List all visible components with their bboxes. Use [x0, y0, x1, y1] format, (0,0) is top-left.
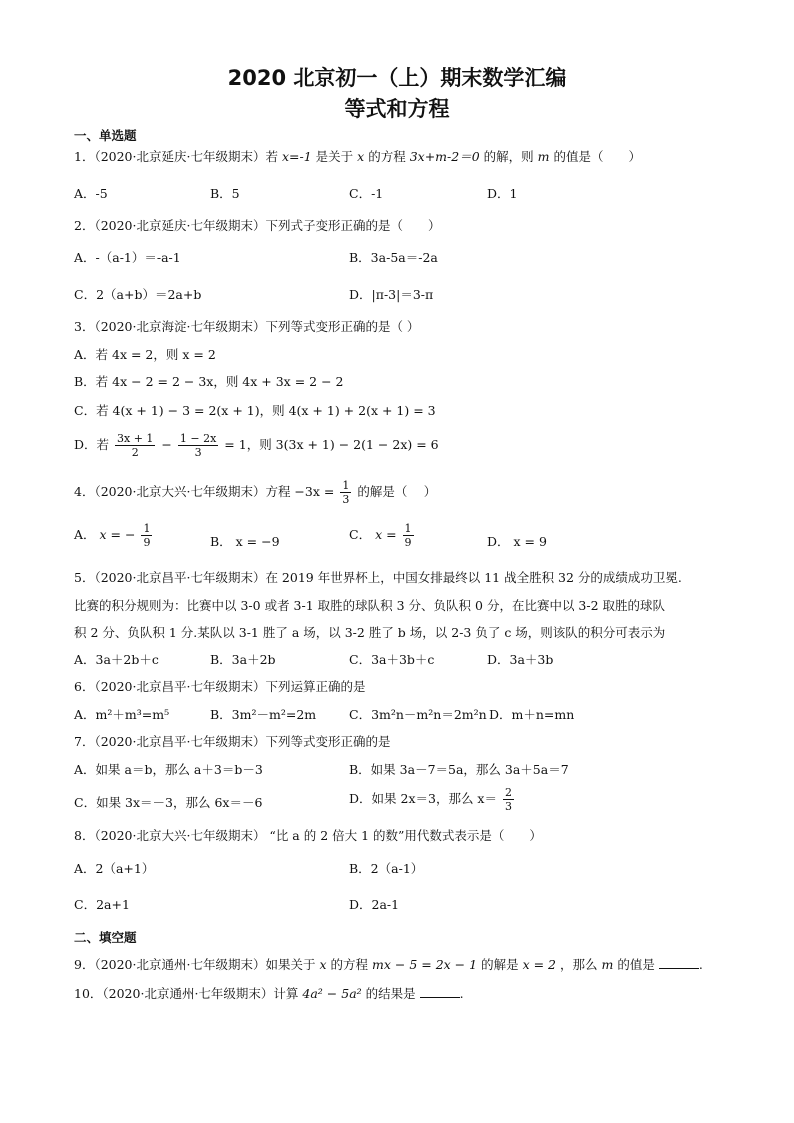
question-7-option-d: D．如果 2x＝3，那么 x＝ $\frac{2}{3}$ [349, 786, 512, 813]
section-heading-fill-in: 二、填空题 [74, 930, 137, 945]
question-8-option-b: B．2（a-1） [349, 861, 424, 876]
question-3-option-c: C．若 4(x + 1) − 3 = 2(x + 1)，则 4(x + 1) + 2(x + 1) = 3 [74, 403, 436, 418]
question-2-stem: 2．（2020·北京延庆·七年级期末）下列式子变形正确的是（ ） [74, 218, 441, 233]
question-2-option-d: D．|π-3|＝3-π [349, 287, 434, 302]
question-1-option-c: C．-1 [349, 186, 384, 201]
question-1-option-b: B．5 [210, 186, 240, 201]
question-6-option-d: D．m＋n=mn [489, 707, 575, 722]
question-1-option-d: D．1 [487, 186, 518, 201]
fraction: $\frac{3x + 1}{2}$ [117, 432, 154, 459]
answer-blank[interactable] [420, 986, 460, 998]
question-5-option-a: A．3a＋2b＋c [74, 652, 159, 667]
question-2-option-a: A．-（a-1）＝-a-1 [74, 250, 181, 265]
question-7-option-b: B．如果 3a－7＝5a，那么 3a＋5a＝7 [349, 762, 569, 777]
question-3-stem: 3．（2020·北京海淀·七年级期末）下列等式变形正确的是（ ） [74, 319, 420, 334]
question-6-option-b: B．3m²－m²=2m [210, 707, 317, 722]
question-7-option-a: A．如果 a＝b，那么 a＋3＝b－3 [74, 762, 263, 777]
question-10-stem: 10．（2020·北京通州·七年级期末）计算 4a² − 5a² 的结果是 . [74, 986, 464, 1001]
question-6-option-c: C．3m²n－m²n＝2m²n [349, 707, 487, 722]
question-5-option-b: B．3a＋2b [210, 652, 276, 667]
question-2-option-c: C．2（a+b）＝2a+b [74, 287, 202, 302]
fraction: $\frac{1}{9}$ [404, 522, 412, 549]
section-heading-single-choice: 一、单选题 [74, 128, 137, 143]
fraction: $\frac{2}{3}$ [504, 786, 512, 813]
question-9-stem: 9．（2020·北京通州·七年级期末）如果关于 x 的方程 mx − 5 = 2x − 1 的解是 x = 2 ，那么 m 的值是 . [74, 957, 703, 972]
question-7-option-c: C．如果 3x＝－3，那么 6x＝－6 [74, 795, 263, 810]
question-4-option-b: B． x = −9 [210, 534, 280, 549]
question-4-option-a: A． x = − $\frac{1}{9}$ [74, 522, 151, 549]
question-3-option-d: D．若 $\frac{3x + 1}{2}$ − $\frac{1 - 2x}{3}$ = 1，则 3(3x + 1) − 2(1 − 2x) = 6 [74, 432, 439, 459]
fraction: $\frac{1}{3}$ [342, 479, 350, 506]
document-title: 2020 北京初一（上）期末数学汇编 [227, 66, 567, 90]
question-8-option-d: D．2a-1 [349, 897, 400, 912]
question-2-option-b: B．3a-5a＝-2a [349, 250, 438, 265]
question-4-stem: 4．（2020·北京大兴·七年级期末）方程 −3x = $\frac{1}{3}$ 的解是（ ） [74, 479, 437, 506]
question-1-option-a: A．-5 [74, 186, 108, 201]
question-6-stem: 6．（2020·北京昌平·七年级期末）下列运算正确的是 [74, 679, 366, 694]
question-4-option-c: C． x = $\frac{1}{9}$ [349, 522, 412, 549]
question-8-option-c: C．2a+1 [74, 897, 130, 912]
fraction: $\frac{1}{9}$ [143, 522, 151, 549]
question-1-stem: 1．（2020·北京延庆·七年级期末）若 x=-1 是关于 x 的方程 3x+m-2＝0 的解，则 m 的值是（ ） [74, 149, 641, 164]
question-5-option-c: C．3a＋3b＋c [349, 652, 435, 667]
question-5-stem-line-2: 比赛的积分规则为：比赛中以 3-0 或者 3-1 取胜的球队积 3 分、负队积 0 分，在比赛中以 3-2 取胜的球队 [74, 598, 666, 613]
question-3-option-a: A．若 4x = 2，则 x = 2 [74, 347, 216, 362]
question-5-option-d: D．3a＋3b [487, 652, 554, 667]
question-6-option-a: A．m²＋m³=m⁵ [74, 707, 170, 722]
question-5-stem-line-1: 5．（2020·北京昌平·七年级期末）在 2019 年世界杯上，中国女排最终以 11 战全胜积 32 分的成绩成功卫冕. [74, 570, 682, 585]
question-8-option-a: A．2（a+1） [74, 861, 155, 876]
question-7-stem: 7．（2020·北京昌平·七年级期末）下列等式变形正确的是 [74, 734, 391, 749]
answer-blank[interactable] [659, 957, 699, 969]
fraction: $\frac{1 - 2x}{3}$ [179, 432, 217, 459]
document-subtitle: 等式和方程 [344, 97, 450, 121]
question-4-option-d: D． x = 9 [487, 534, 547, 549]
question-8-stem: 8．（2020·北京大兴·七年级期末） “比 a 的 2 倍大 1 的数”用代数式表示是（ ） [74, 828, 542, 843]
question-3-option-b: B．若 4x − 2 = 2 − 3x，则 4x + 3x = 2 − 2 [74, 374, 344, 389]
question-5-stem-line-3: 积 2 分、负队积 1 分.某队以 3-1 胜了 a 场，以 3-2 胜了 b 场，以 2-3 负了 c 场，则该队的积分可表示为 [74, 625, 666, 640]
